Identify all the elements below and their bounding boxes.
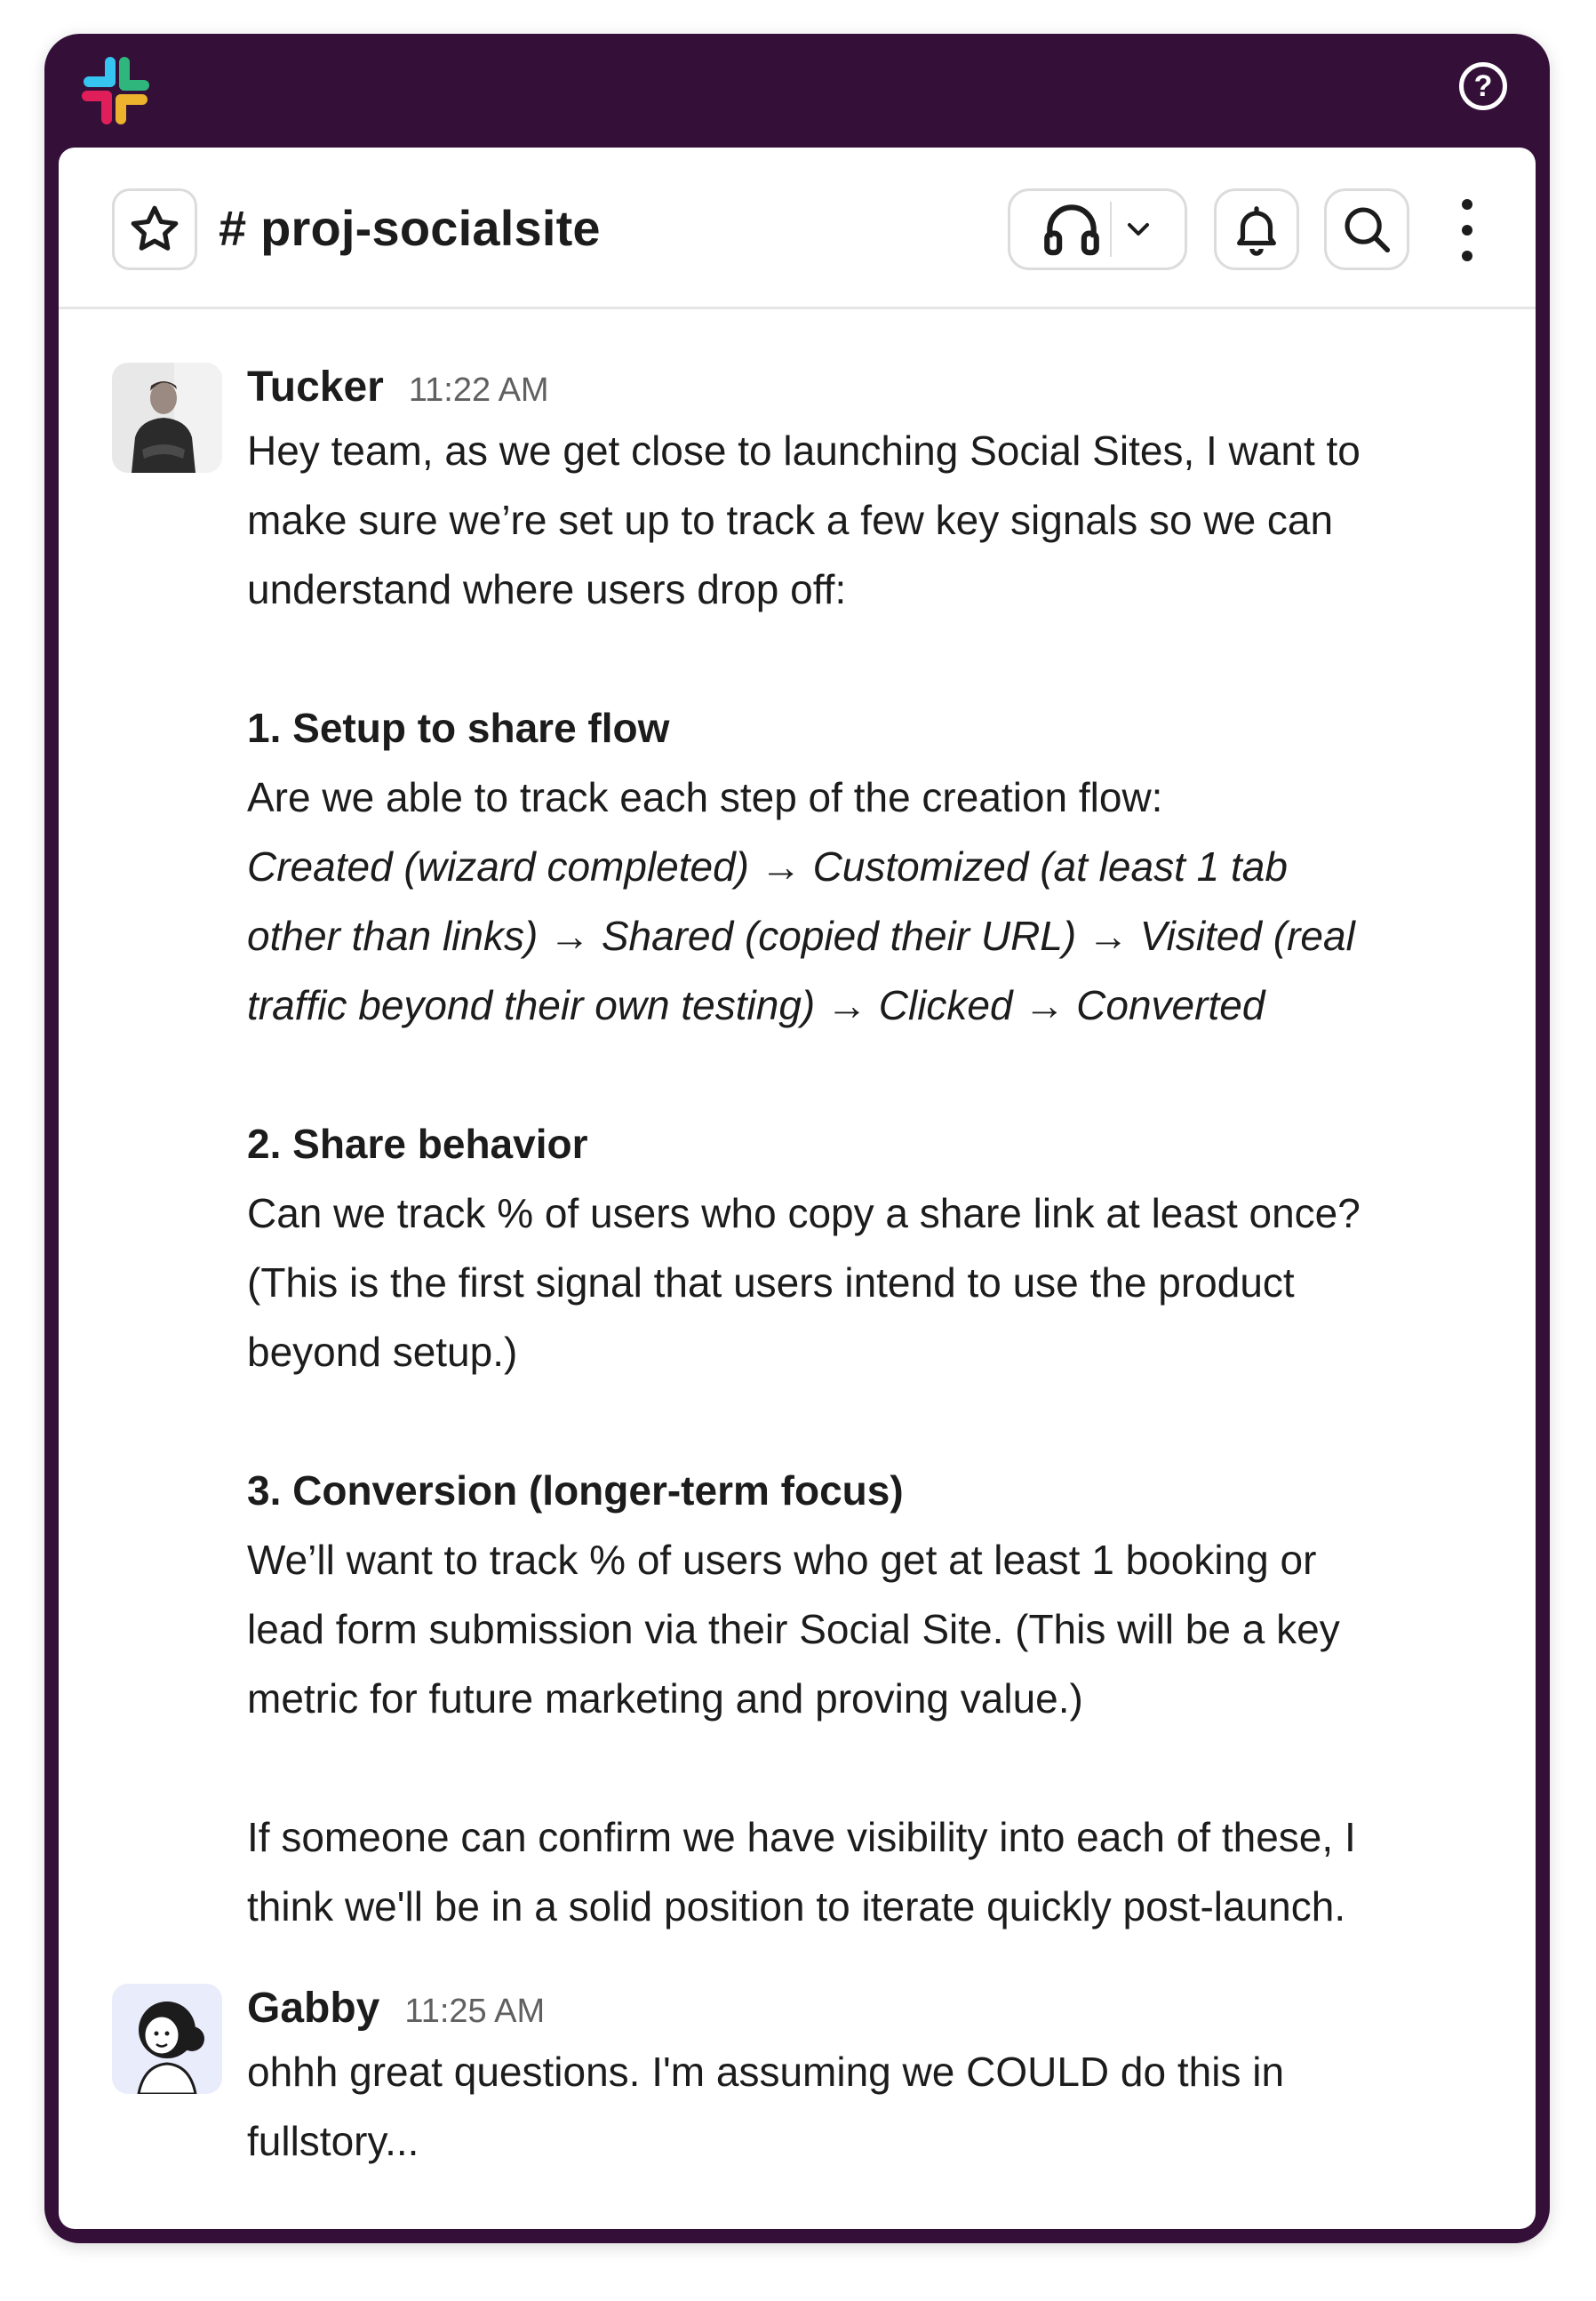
star-icon: [127, 202, 182, 257]
message-text: [247, 416, 1500, 1941]
text-line: We’ll want to track % of users who get at least 1 booking or: [247, 1537, 1317, 1583]
text-line: think we'll be in a solid position to iterate quickly post-launch.: [247, 1883, 1346, 1929]
text-line: fullstory...: [247, 2118, 419, 2164]
timestamp[interactable]: 11:22 AM: [408, 372, 549, 409]
channel-header: [59, 148, 1536, 309]
spacer: [247, 1733, 1500, 1802]
app-window: [44, 34, 1550, 2243]
message-list: [59, 309, 1536, 2229]
text-line: ohhh great questions. I'm assuming we COULD do this in: [247, 2049, 1285, 2095]
text-line: Are we able to track each step of the creation flow:: [247, 774, 1163, 820]
message-body: [247, 1984, 1500, 2176]
text-line: (This is the first signal that users intend to use the product: [247, 1259, 1295, 1306]
chevron-down-icon[interactable]: [1121, 212, 1156, 247]
help-icon: ?: [1473, 68, 1493, 103]
flow-line: Created (wizard completed) → Customized (at least 1 tab: [247, 843, 1288, 890]
more-options-button[interactable]: [1454, 199, 1480, 261]
text-line: If someone can confirm we have visibility into each of these, I: [247, 1814, 1356, 1860]
channel-name[interactable]: # proj-socialsite: [219, 200, 601, 256]
message-body: [247, 363, 1500, 1941]
section-heading: 1. Setup to share flow: [247, 705, 670, 751]
author-name[interactable]: Tucker: [247, 364, 384, 411]
text-line: beyond setup.): [247, 1329, 518, 1375]
message-header: [247, 363, 1500, 416]
message-text: [247, 2037, 1500, 2176]
spacer: [247, 1040, 1500, 1109]
huddle-divider: [1110, 202, 1112, 257]
spacer: [247, 1386, 1500, 1456]
timestamp[interactable]: 11:25 AM: [404, 1993, 546, 2030]
bell-icon: [1229, 202, 1284, 257]
avatar[interactable]: [112, 363, 222, 473]
text-line: Can we track % of users who copy a share link at least once?: [247, 1190, 1361, 1236]
flow-line: other than links) → Shared (copied their URL) → Visited (real: [247, 913, 1355, 959]
headphones-icon: [1039, 196, 1105, 262]
text-line: make sure we’re set up to track a few key signals so we can: [247, 497, 1334, 543]
kebab-dot: [1462, 251, 1472, 261]
text-line: metric for future marketing and proving value.): [247, 1675, 1083, 1722]
kebab-dot: [1462, 225, 1472, 236]
help-button[interactable]: [1459, 62, 1507, 110]
slack-logo-icon[interactable]: [78, 53, 153, 128]
star-button[interactable]: [112, 188, 197, 270]
huddle-button[interactable]: [1008, 188, 1187, 270]
flow-line: traffic beyond their own testing) → Clicked → Converted: [247, 982, 1265, 1028]
search-icon: [1339, 202, 1394, 257]
message-header: [247, 1984, 1500, 2037]
section-heading: 3. Conversion (longer-term focus): [247, 1467, 904, 1514]
spacer: [247, 624, 1500, 693]
avatar[interactable]: [112, 1984, 222, 2094]
text-line: Hey team, as we get close to launching Social Sites, I want to: [247, 427, 1361, 474]
section-heading: 2. Share behavior: [247, 1121, 588, 1167]
top-bar: [44, 34, 1550, 148]
channel-panel: [59, 148, 1536, 2229]
kebab-dot: [1462, 199, 1472, 210]
user-illustration-icon: [112, 1984, 222, 2094]
text-line: understand where users drop off:: [247, 566, 847, 612]
search-button[interactable]: [1324, 188, 1409, 270]
user-photo-icon: [112, 363, 222, 473]
text-line: lead form submission via their Social Site. (This will be a key: [247, 1606, 1340, 1652]
author-name[interactable]: Gabby: [247, 1985, 380, 2032]
notifications-button[interactable]: [1214, 188, 1299, 270]
